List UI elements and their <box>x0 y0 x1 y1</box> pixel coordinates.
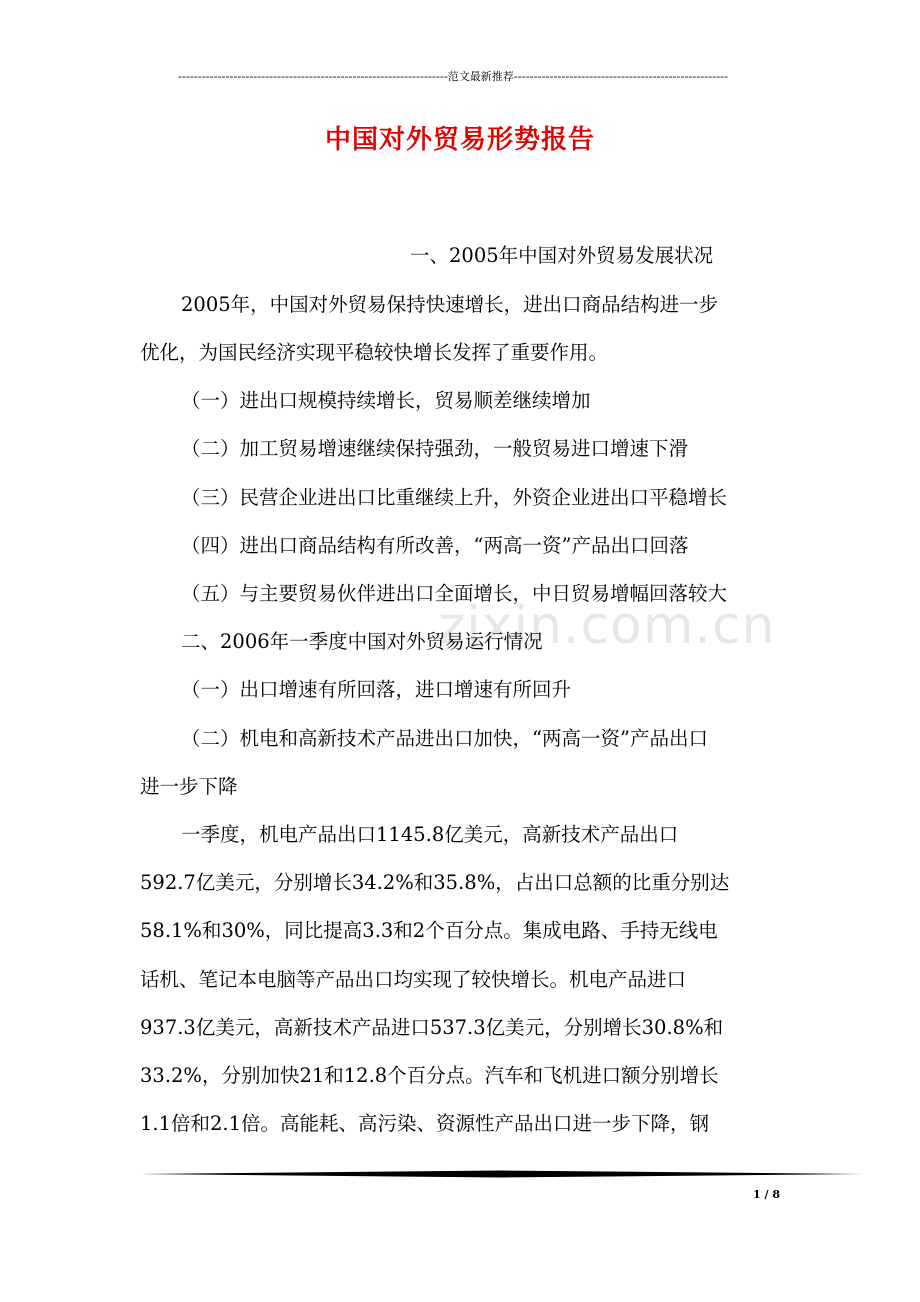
document-title: 中国对外贸易形势报告 <box>324 125 595 155</box>
subheading: （一）出口增速有所回落，进口增速有所回升 <box>181 678 572 701</box>
paragraph-line: 1.1倍和2.1倍。高能耗、高污染、资源性产品出口进一步下降，钢 <box>140 1112 710 1135</box>
subheading: 进一步下降 <box>140 775 238 798</box>
paragraph-line: 一季度，机电产品出口1145.8亿美元，高新技术产品出口 <box>181 823 679 846</box>
paragraph-line: 937.3亿美元，高新技术产品进口537.3亿美元，分别增长30.8%和 <box>140 1016 724 1039</box>
paragraph-line: 话机、笔记本电脑等产品出口均实现了较快增长。机电产品进口 <box>140 968 687 991</box>
subheading: （二）机电和高新技术产品进出口加快，“两高一资”产品出口 <box>181 727 708 750</box>
section-heading: 一、2005年中国对外贸易发展状况 <box>410 244 714 267</box>
paragraph-line: 2005年，中国对外贸易保持快速增长，进出口商品结构进一步 <box>181 293 719 316</box>
subheading: （五）与主要贸易伙伴进出口全面增长，中日贸易增幅回落较大 <box>181 582 728 605</box>
subheading: （三）民营企业进出口比重继续上升，外资企业进出口平稳增长 <box>181 486 728 509</box>
watermark: zixin.com.cn <box>438 596 776 656</box>
header-banner: --------------------------------------------------------------------范文最新推荐------------------------------------------------------ <box>177 70 729 83</box>
paragraph-line: 58.1%和30%，同比提高3.3和2个百分点。集成电路、手持无线电 <box>140 919 718 942</box>
subheading: （四）进出口商品结构有所改善，“两高一资”产品出口回落 <box>181 534 689 557</box>
subheading: （二）加工贸易增速继续保持强劲，一般贸易进口增速下滑 <box>181 437 689 460</box>
paragraph-line: 592.7亿美元，分别增长34.2%和35.8%，占出口总额的比重分别达 <box>140 871 730 894</box>
footer-divider <box>140 1170 862 1178</box>
paragraph-line: 优化，为国民经济实现平稳较快增长发挥了重要作用。 <box>140 341 609 364</box>
subheading: （一）进出口规模持续增长，贸易顺差继续增加 <box>181 389 591 412</box>
page-number: 1 / 8 <box>753 1188 780 1201</box>
section-heading: 二、2006年一季度中国对外贸易运行情况 <box>181 630 543 653</box>
paragraph-line: 33.2%，分别加快21和12.8个百分点。汽车和飞机进口额分别增长 <box>140 1064 719 1087</box>
